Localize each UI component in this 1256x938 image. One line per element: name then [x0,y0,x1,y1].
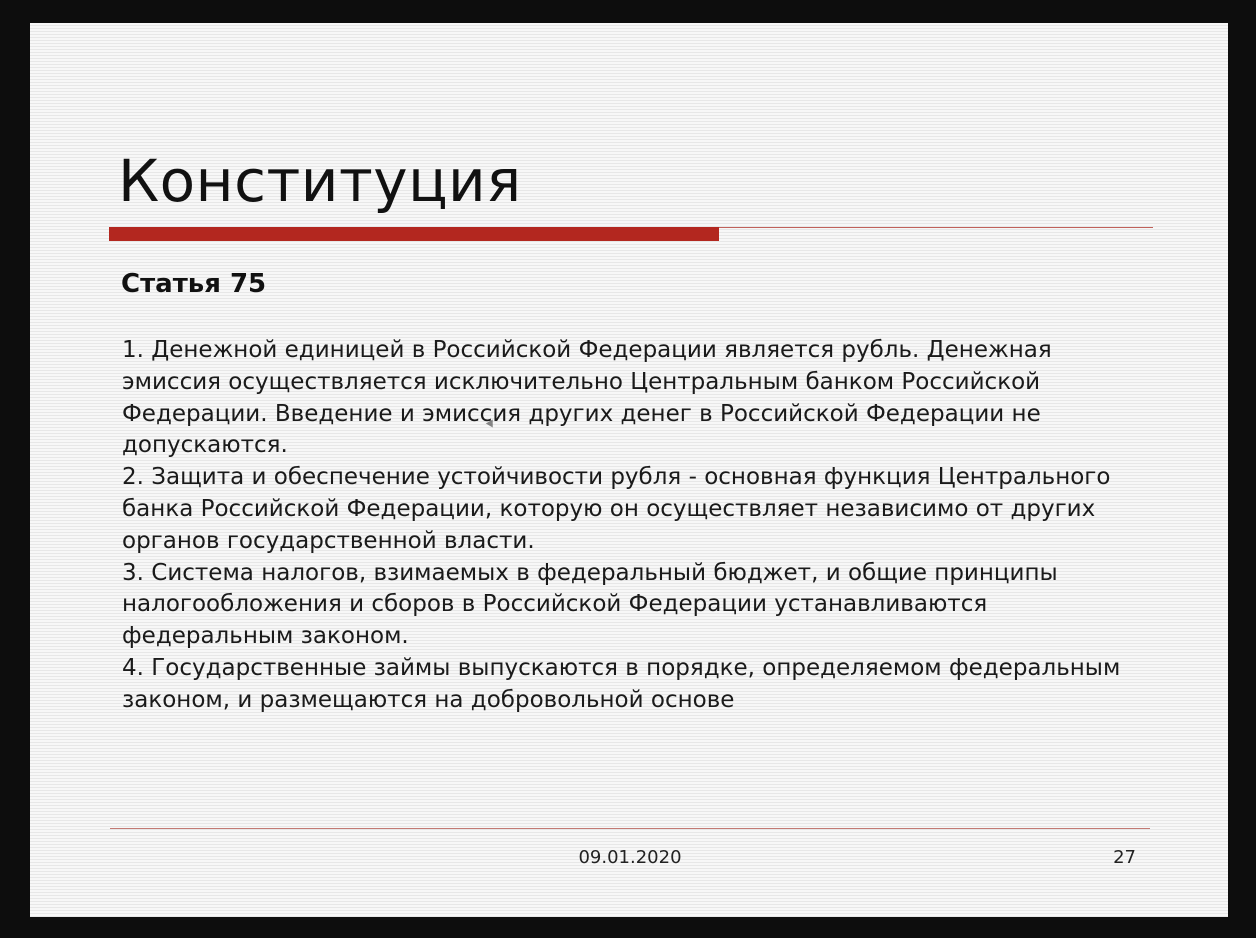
article-paragraph-4: 4. Государственные займы выпускаются в порядке, определяемом федеральным законом, и размещаются на добровольной основе [122,654,1121,713]
article-heading: Статья 75 [121,269,267,299]
footer-divider-line [110,828,1150,829]
presentation-slide [30,23,1228,917]
article-paragraph-3: 3. Система налогов, взимаемых в федеральный бюджет, и общие принципы налогообложения и сборов в Российской Федерации устанавливаются федеральным законом. [122,559,1058,650]
slide-number: 27 [1113,847,1136,868]
article-body [122,335,1132,717]
title-divider-line [719,227,1153,228]
slide-title: Конституция [118,147,522,215]
title-accent-bar [109,227,719,241]
footer-date: 09.01.2020 [578,847,682,868]
article-paragraph-2: 2. Защита и обеспечение устойчивости рубля - основная функция Центрального банка Российской Федерации, которую он осуществляет независимо от других органов государственной власти. [122,464,1111,554]
article-paragraph-1: 1. Денежной единицей в Российской Федерации является рубль. Денежная эмиссия осуществляется исключительно Центральным банком Российской Федерации. Введение и эмиссия других денег в Российской Федерации не допускаются. [122,337,1052,459]
